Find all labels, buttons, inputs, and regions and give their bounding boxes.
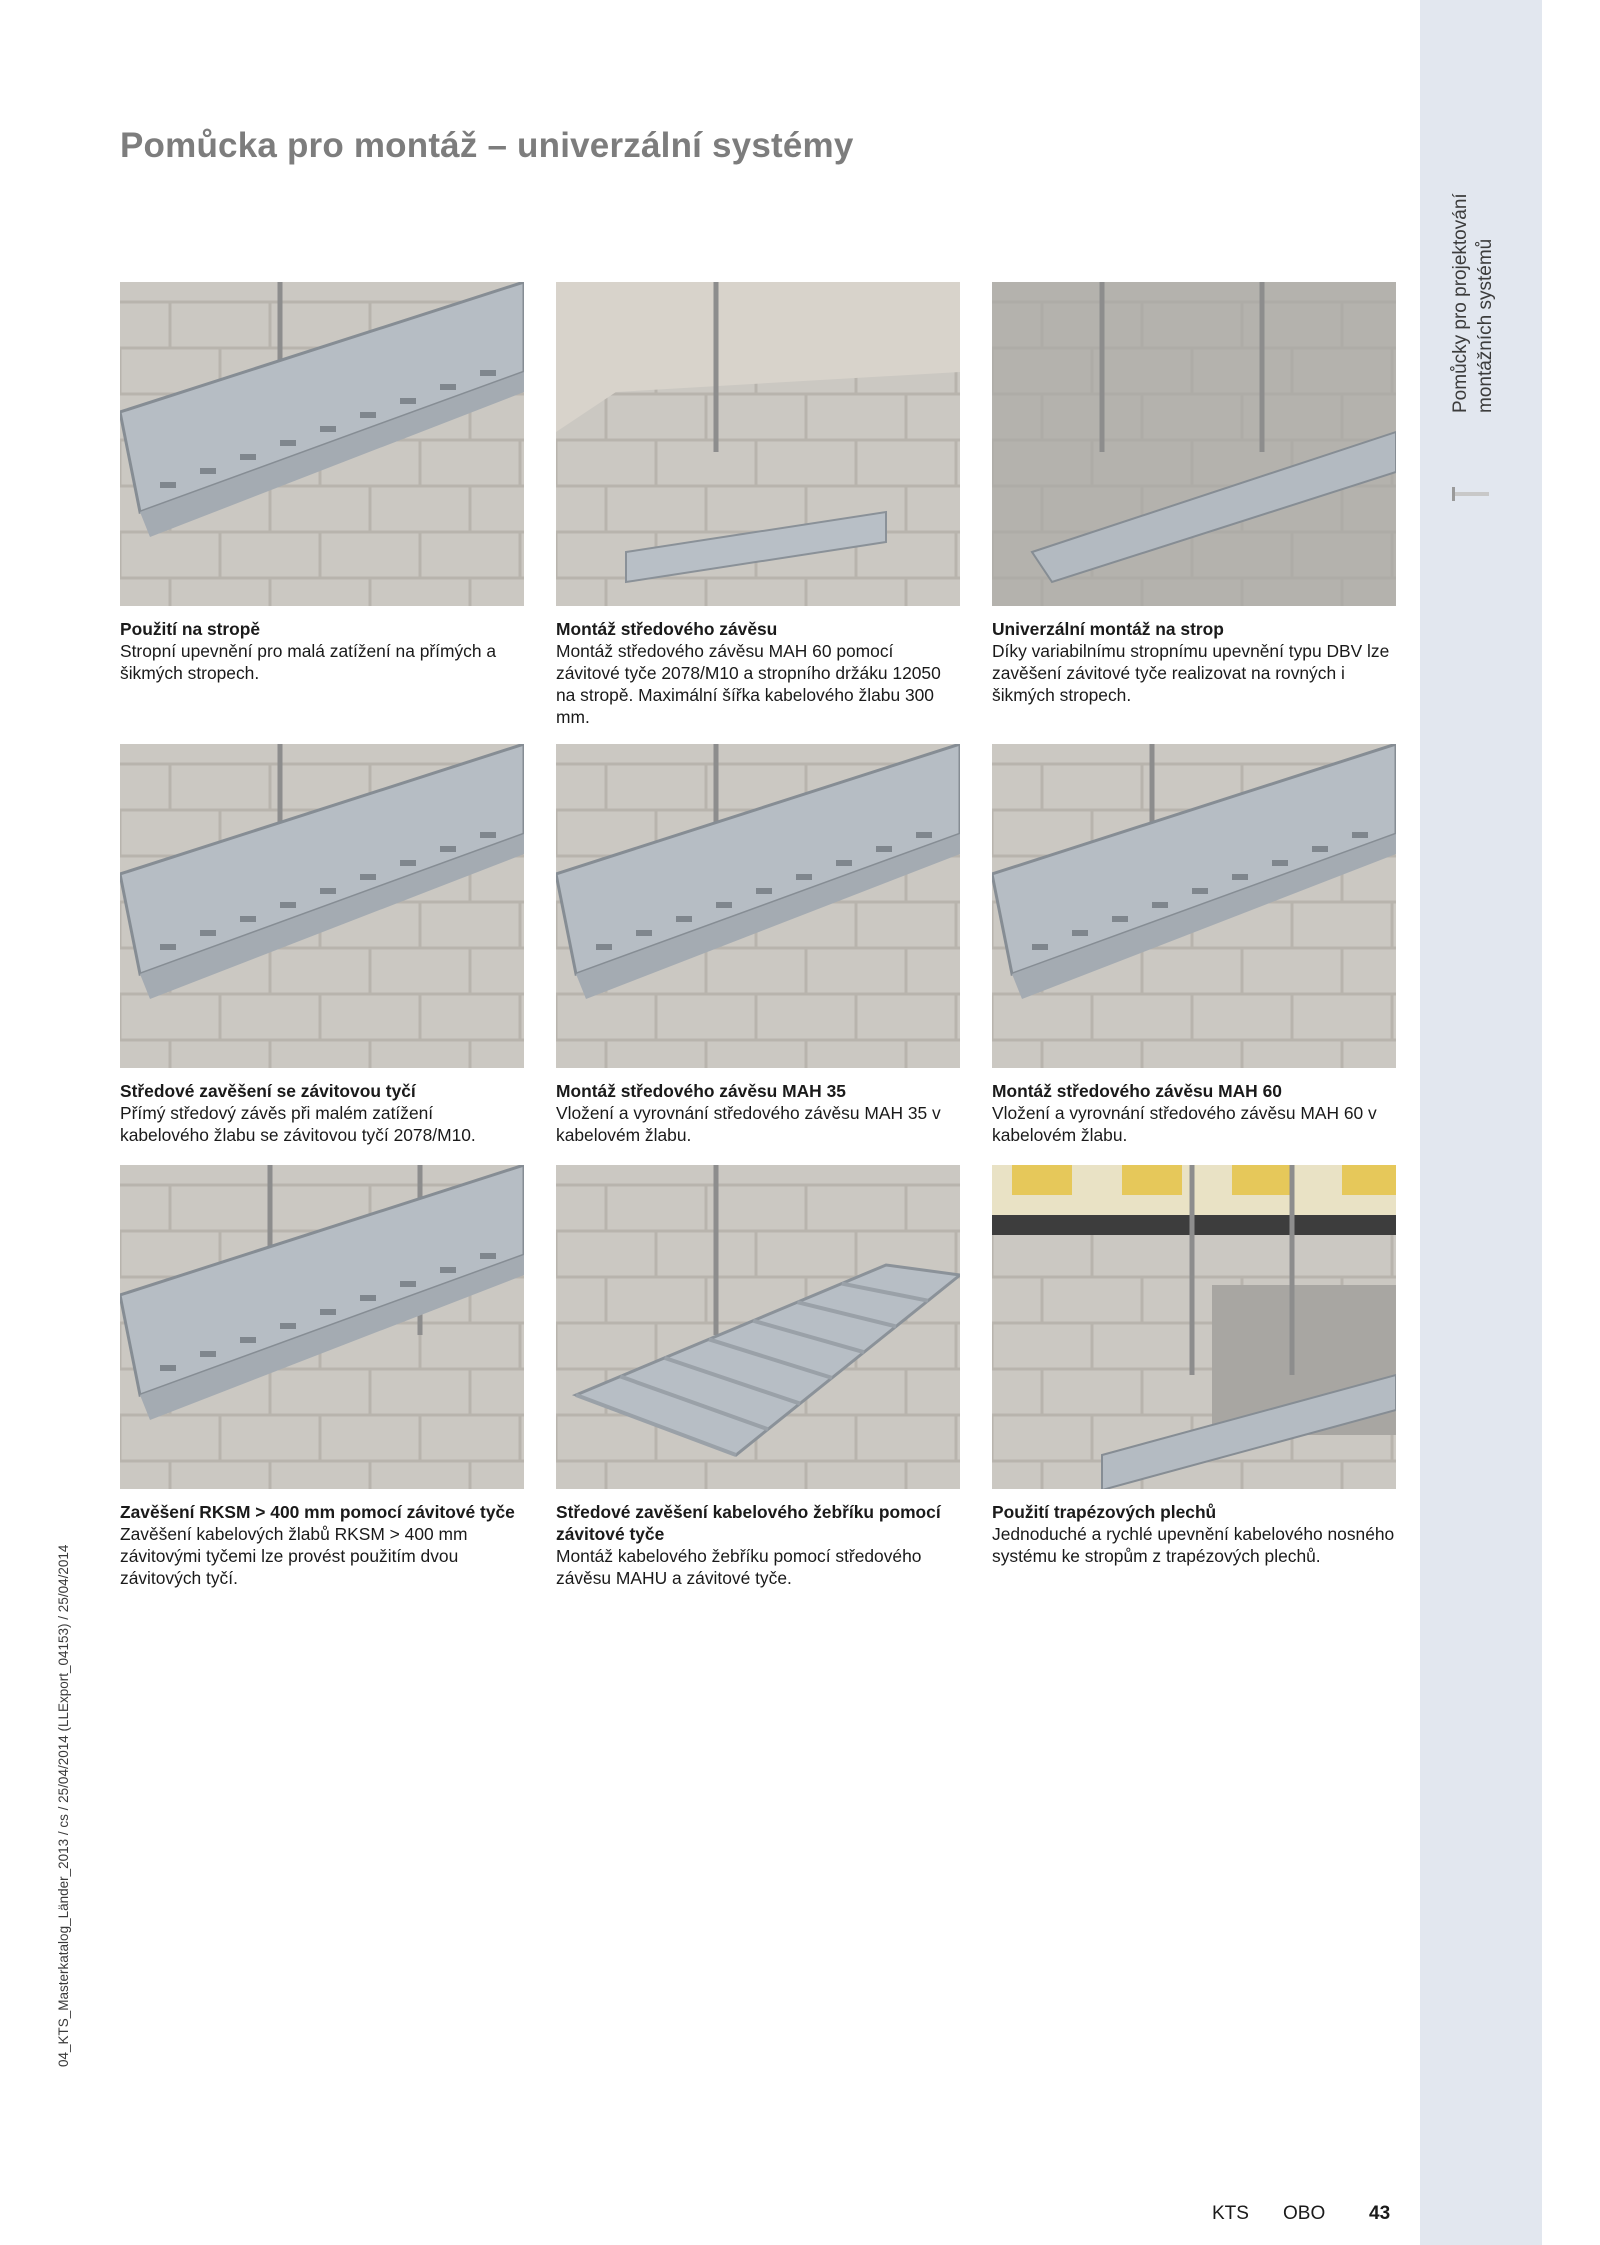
print-note-text: 04_KTS_Masterkatalog_Länder_2013 / cs / 25/04/2014 (LLExport_04153) / 25/04/2014 [56, 1544, 71, 2067]
caption [556, 618, 960, 728]
caption [120, 1080, 524, 1146]
caption-text: Zavěšení kabelových žlabů RKSM > 400 mm závitovými tyčemi lze provést použitím dvou závitových tyčí. [120, 1524, 468, 1588]
caption-title: Použití na stropě [120, 619, 261, 639]
side-tab-line-2: montážních systémů [1475, 238, 1496, 413]
page-number: 43 [1369, 2203, 1391, 2224]
caption-text: Přímý středový závěs při malém zatížení kabelového žlabu se závitovou tyčí 2078/M10. [120, 1103, 476, 1145]
caption-title: Zavěšení RKSM > 400 mm pomocí závitové tyče [120, 1502, 515, 1522]
universal-ceiling-mount-photo [992, 282, 1396, 606]
caption-text: Vložení a vyrovnání středového závěsu MAH 60 v kabelovém žlabu. [992, 1103, 1377, 1145]
caption-text: Jednoduché a rychlé upevnění kabelového nosného systému ke stropům z trapézových plechů. [992, 1524, 1395, 1566]
cable-tray-ceiling-photo [120, 282, 524, 606]
caption-title: Středové zavěšení se závitovou tyčí [120, 1081, 416, 1101]
caption [120, 618, 524, 684]
caption-text: Vložení a vyrovnání středového závěsu MAH 35 v kabelovém žlabu. [556, 1103, 941, 1145]
caption [992, 618, 1396, 706]
mah60-photo [992, 744, 1396, 1068]
tab-marker-icon [1452, 487, 1492, 501]
caption-title: Montáž středového závěsu MAH 35 [556, 1081, 846, 1101]
caption [120, 1501, 524, 1589]
caption-text: Díky variabilnímu stropnímu upevnění typu DBV lze zavěšení závitové tyče realizovat na rovných i šikmých stropech. [992, 641, 1390, 705]
caption [556, 1501, 960, 1589]
caption [992, 1080, 1396, 1146]
caption-text: Montáž kabelového žebříku pomocí středového závěsu MAHU a závitové tyče. [556, 1546, 922, 1588]
side-tab-line-1: Pomůcky pro projektování [1450, 193, 1471, 413]
caption-title: Středové zavěšení kabelového žebříku pomocí závitové tyče [556, 1502, 941, 1544]
caption-title: Univerzální montáž na strop [992, 619, 1224, 639]
page-title: Pomůcka pro montáž – univerzální systémy [120, 126, 854, 165]
center-suspension-photo [556, 282, 960, 606]
caption-text: Montáž středového závěsu MAH 60 pomocí závitové tyče 2078/M10 a stropního držáku 12050 na stropě. Maximální šířka kabelového žlabu 300 mm. [556, 641, 941, 727]
caption-title: Montáž středového závěsu [556, 619, 778, 639]
caption [556, 1080, 960, 1146]
caption-title: Použití trapézových plechů [992, 1502, 1217, 1522]
caption-text: Stropní upevnění pro malá zatížení na přímých a šikmých stropech. [120, 641, 497, 683]
side-tab-label [1448, 193, 1508, 423]
footer-kts: KTS [1212, 2203, 1249, 2224]
rksm-photo [120, 1165, 524, 1489]
mah35-photo [556, 744, 960, 1068]
trapezoidal-sheet-photo [992, 1165, 1396, 1489]
print-note [56, 1544, 71, 2077]
footer-obo: OBO [1283, 2203, 1326, 2224]
cable-ladder-photo [556, 1165, 960, 1489]
caption [992, 1501, 1396, 1567]
threaded-rod-suspension-photo [120, 744, 524, 1068]
caption-title: Montáž středového závěsu MAH 60 [992, 1081, 1282, 1101]
